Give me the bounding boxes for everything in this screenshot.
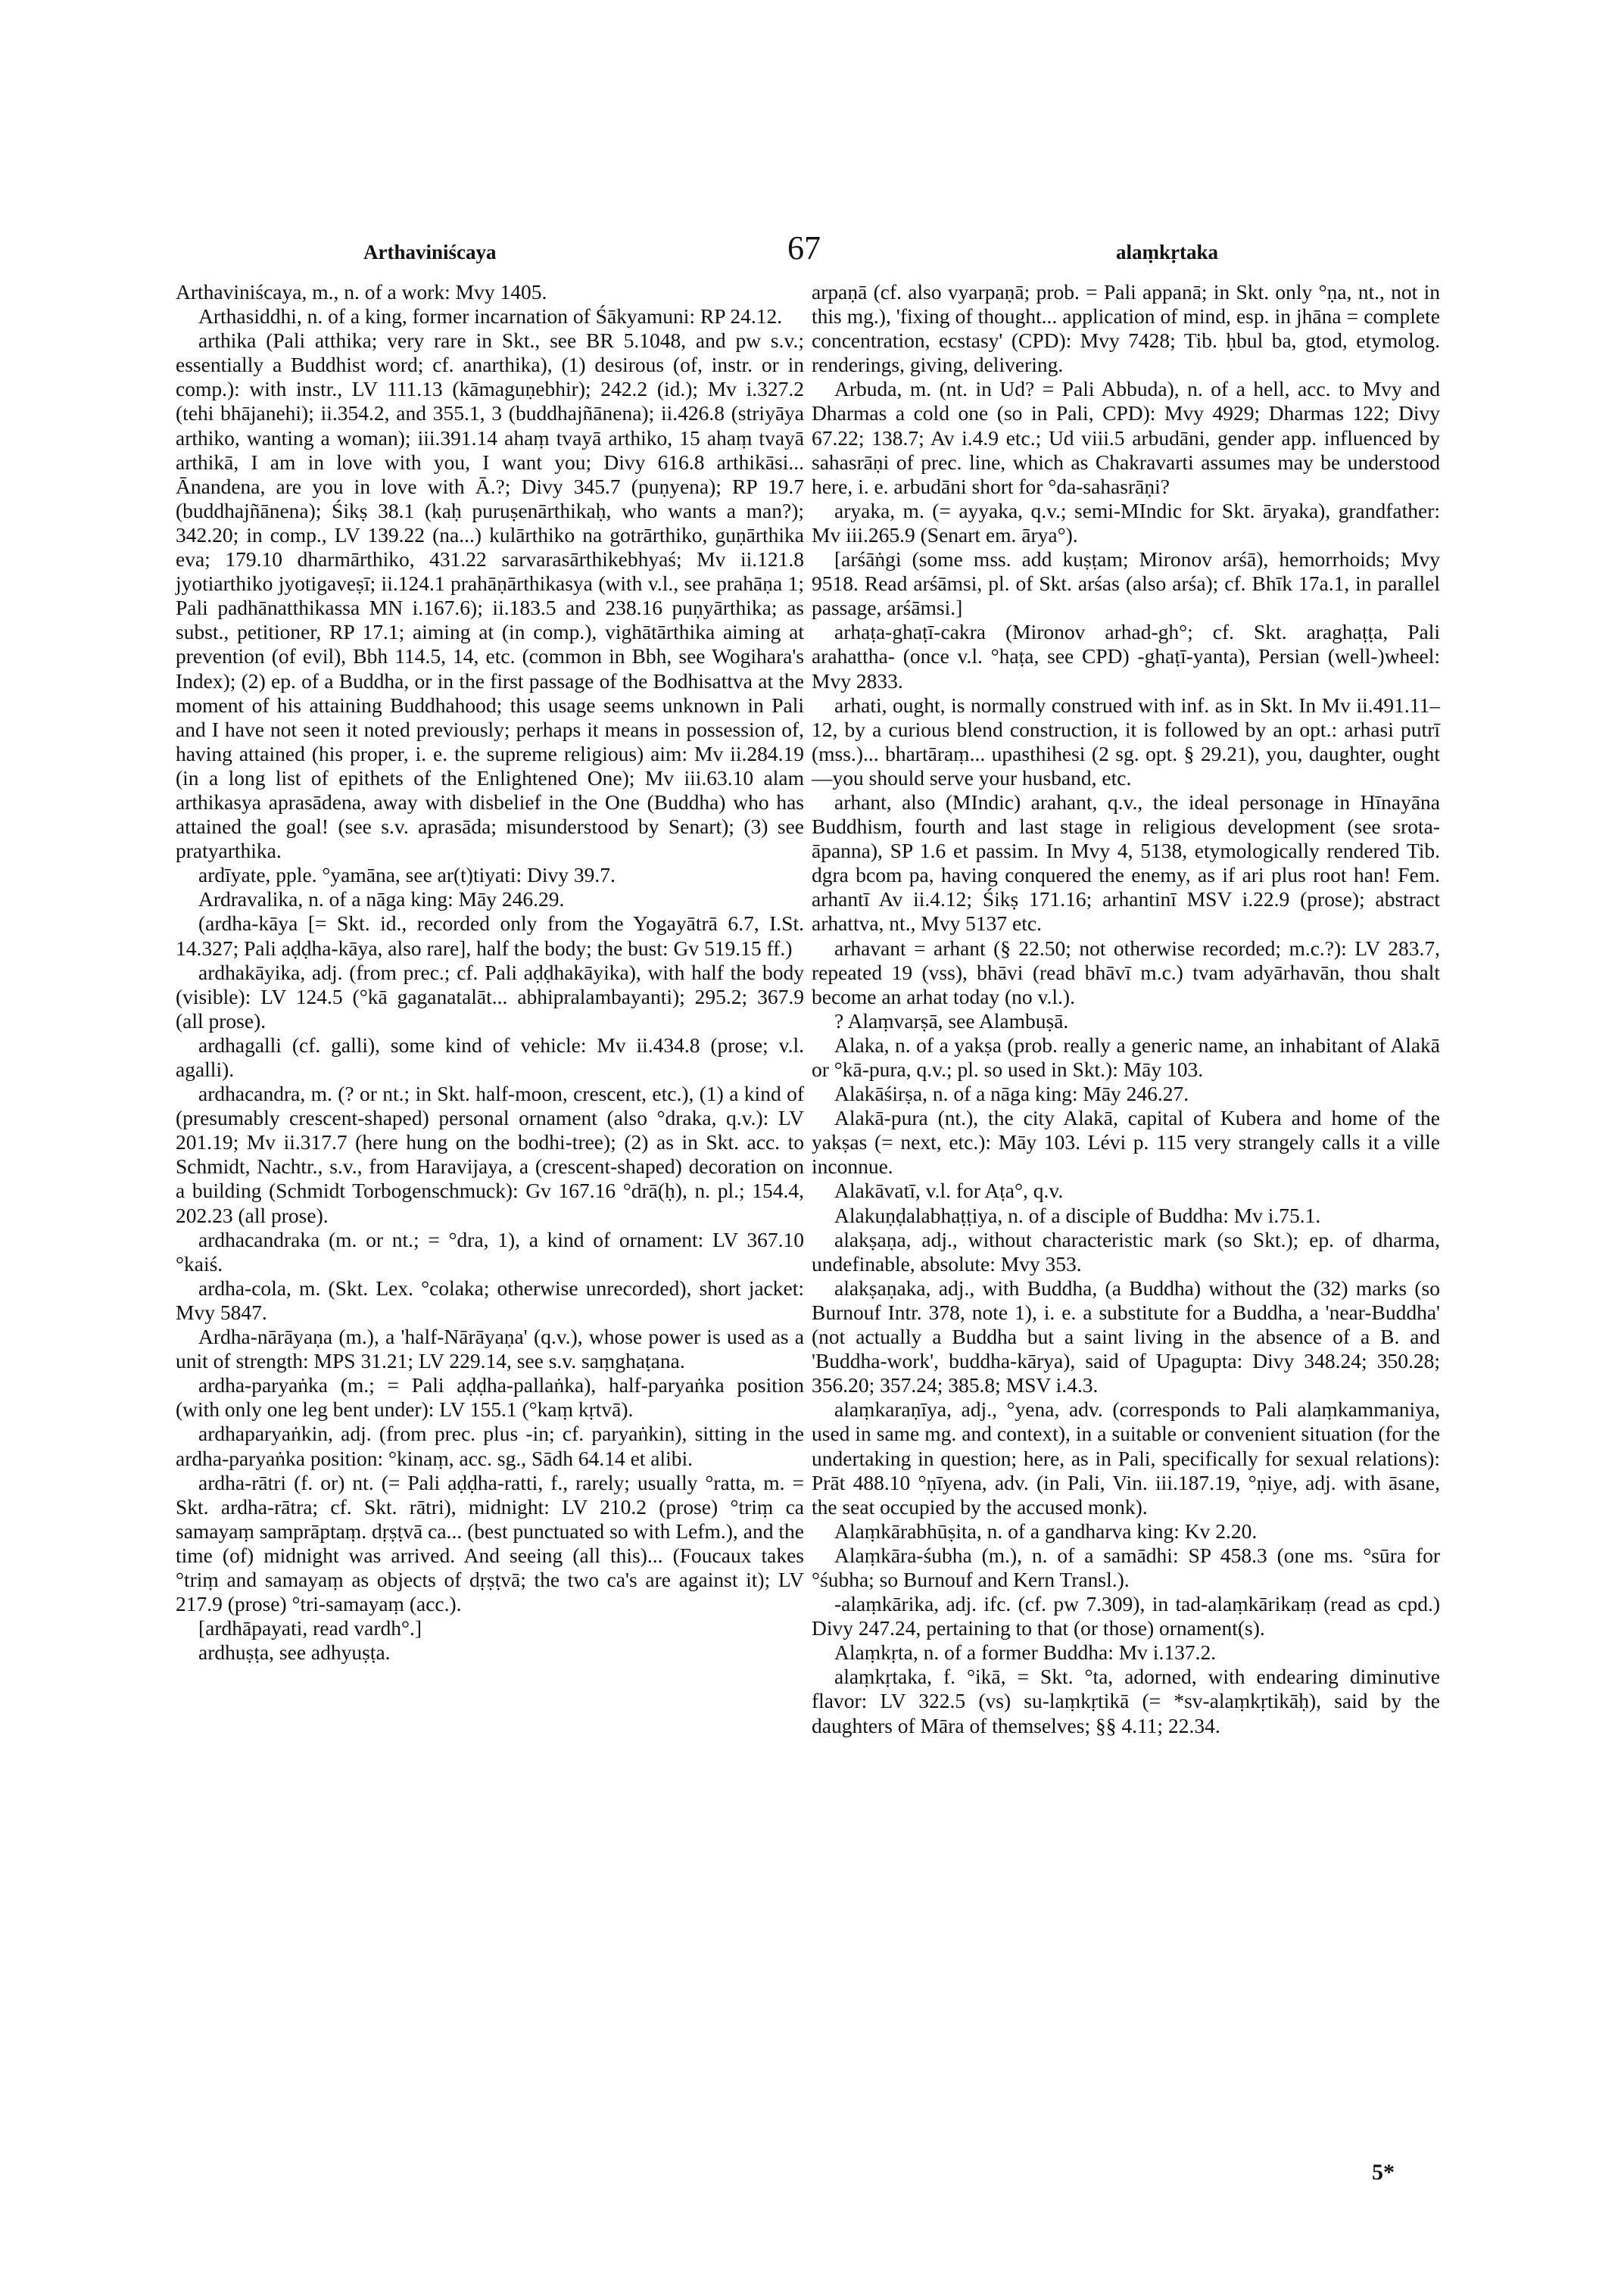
dictionary-entry: Ardha-nārāyaṇa (m.), a 'half-Nārāyaṇa' (q.v.), whose power is used as a unit of strength: MPS 31.21; LV 229.14, see s.v. saṃghaṭana.	[176, 1325, 804, 1373]
dictionary-entry: Alakāśirṣa, n. of a nāga king: Māy 246.27.	[834, 1082, 1189, 1106]
dictionary-entry: ardha-rātri (f. or) nt. (= Pali aḍḍha-ratti, f., rarely; usually °ratta, m. = Skt. ardha-rātra; cf. Skt. rātri), midnight: LV 210.2 (prose) °triṃ ca samayaṃ samprāptaṃ. dṛṣṭvā ca... (best punctuated so with Lefm.), and the time (of) midnight was arrived. And seeing (all this)... (Foucaux takes °triṃ and samayaṃ as objects of dṛṣṭvā; the two ca's are against it); LV 217.9 (prose) °tri-samayaṃ (acc.).	[176, 1470, 804, 1616]
dictionary-entry: alaṃkaraṇīya, adj., °yena, adv. (corresponds to Pali alaṃkammaniya, used in same mg. and context), in a suitable or convenient situation (for the undertaking in question; here, as in Pali, specifically for sexual relations): Prāt 488.10 °ṇīyena, adv. (in Pali, Vin. iii.187.19, °ṇiye, adj. with āsane, the seat occupied by the accused monk).	[812, 1397, 1440, 1519]
dictionary-entry: ardhakāyika, adj. (from prec.; cf. Pali aḍḍhakāyika), with half the body (visible): LV 124.5 (°kā gaganatalāt... abhipralambayanti); 295.2; 367.9 (all prose).	[176, 960, 804, 1033]
dictionary-entry: arhant, also (MIndic) arahant, q.v., the ideal personage in Hīnayāna Buddhism, fourth and last stage in religious development (see srota-āpanna), SP 1.6 et passim. In Mvy 4, 5138, etymologically rendered Tib. dgra bcom pa, having conquered the enemy, as if ari plus root han! Fem. arhantī Av ii.4.12; Śikṣ 171.16; arhantinī MSV i.22.9 (prose); abstract arhattva, nt., Mvy 5137 etc.	[812, 790, 1440, 936]
dictionary-entry: arhaṭa-ghaṭī-cakra (Mironov arhad-gh°; cf. Skt. araghaṭṭa, Pali arahattha- (once v.l. °haṭa, see CPD) -ghaṭī-yanta), Persian (well-)wheel: Mvy 2833.	[812, 620, 1440, 693]
dictionary-entry: ardhuṣṭa, see adhyuṣṭa.	[198, 1640, 391, 1665]
dictionary-entry: alakṣaṇaka, adj., with Buddha, (a Buddha) without the (32) marks (so Burnouf Intr. 378, note 1), i. e. a substitute for a Buddha, a 'near-Buddha' (not actually a Buddha but a saint living in the absence of a B. and 'Buddha-work', buddha-kārya), said of Upagupta: Divy 348.24; 350.28; 356.20; 357.24; 385.8; MSV i.4.3.	[812, 1276, 1440, 1397]
dictionary-entry: [arśāṅgi (some mss. add kuṣṭam; Mironov arśā), hemorrhoids; Mvy 9518. Read arśāmsi, pl. of Skt. arśas (also arśa); cf. Bhīk 17a.1, in parallel passage, arśāmsi.]	[812, 547, 1440, 620]
dictionary-entry: Alaka, n. of a yakṣa (prob. really a generic name, an inhabitant of Alakā or °kā-pura, q.v.; pl. so used in Skt.): Māy 103.	[812, 1033, 1440, 1081]
dictionary-entry: ? Alaṃvarṣā, see Alambuṣā.	[834, 1008, 1069, 1033]
right-column	[812, 280, 1440, 1738]
dictionary-entry: Alaṃkṛta, n. of a former Buddha: Mv i.137.2.	[834, 1640, 1217, 1665]
dictionary-entry: arhavant = arhant (§ 22.50; not otherwise recorded; m.c.?): LV 283.7, repeated 19 (vss), bhāvi (read bhāvī m.c.) tvam adyārhavān, thou shalt become an arhat today (no v.l.).	[812, 936, 1440, 1008]
dictionary-entry: Arbuda, m. (nt. in Ud? = Pali Abbuda), n. of a hell, acc. to Mvy and Dharmas a cold one (so in Pali, CPD): Mvy 4929; Dharmas 122; Divy 67.22; 138.7; Av i.4.9 etc.; Ud viii.5 arbudāni, gender app. influenced by sahasrāṇi of prec. line, which as Chakravarti assumes may be understood here, i. e. arbudāni short for °da-sahasrāṇi?	[812, 377, 1440, 498]
dictionary-entry: Arthasiddhi, n. of a king, former incarnation of Śākyamuni: RP 24.12.	[198, 304, 783, 329]
dictionary-entry: Alakāvatī, v.l. for Aṭa°, q.v.	[834, 1179, 1064, 1203]
running-header-right: alaṃkṛtaka	[1116, 241, 1218, 263]
dictionary-entry: Ardravalika, n. of a nāga king: Māy 246.29.	[198, 887, 565, 911]
dictionary-entry: [ardhāpayati, read vardh°.]	[198, 1616, 422, 1640]
dictionary-entry: ardhagalli (cf. galli), some kind of vehicle: Mv ii.434.8 (prose; v.l. agalli).	[176, 1033, 804, 1081]
left-column	[176, 280, 804, 1665]
dictionary-entry: ardha-cola, m. (Skt. Lex. °colaka; otherwise unrecorded), short jacket: Mvy 5847.	[176, 1276, 804, 1324]
dictionary-entry: ardhacandraka (m. or nt.; = °dra, 1), a kind of ornament: LV 367.10 °kaiś.	[176, 1227, 804, 1276]
dictionary-entry: aryaka, m. (= ayyaka, q.v.; semi-MIndic for Skt. āryaka), grandfather: Mv iii.265.9 (Senart em. ārya°).	[812, 498, 1440, 547]
dictionary-entry: Alakā-pura (nt.), the city Alakā, capital of Kubera and home of the yakṣas (= next, etc.): Māy 103. Lévi p. 115 very strangely calls it a ville inconnue.	[812, 1106, 1440, 1179]
dictionary-entry: Alaṃkārabhūṣita, n. of a gandharva king: Kv 2.20.	[834, 1519, 1258, 1543]
signature-mark: 5*	[1372, 2160, 1395, 2185]
dictionary-entry: ardīyate, pple. °yamāna, see ar(t)tiyati: Divy 39.7.	[198, 863, 616, 887]
dictionary-entry: ardhaparyaṅkin, adj. (from prec. plus -in; cf. paryaṅkin), sitting in the ardha-paryaṅka position: °kinaṃ, acc. sg., Sādh 64.14 et alibi.	[176, 1422, 804, 1470]
dictionary-entry: arpaṇā (cf. also vyarpaṇā; prob. = Pali appanā; in Skt. only °ṇa, nt., not in this mg.), 'fixing of thought... application of mind, esp. in jhāna = complete concentration, ecstasy' (CPD): Mvy 7428; Tib. ḥbul ba, gtod, etymolog. renderings, giving, delivering.	[812, 280, 1440, 377]
dictionary-entry: alaṃkṛtaka, f. °ikā, = Skt. °ta, adorned, with endearing diminutive flavor: LV 322.5 (vs) su-laṃkṛtikā (= *sv-alaṃkṛtikāḥ), said by the daughters of Māra of themselves; §§ 4.11; 22.34.	[812, 1665, 1440, 1737]
dictionary-entry: ardhacandra, m. (? or nt.; in Skt. half-moon, crescent, etc.), (1) a kind of (presumably crescent-shaped) personal ornament (also °draka, q.v.): LV 201.19; Mv ii.317.7 (here hung on the bodhi-tree); (2) as in Skt. acc. to Schmidt, Nachtr., s.v., from Haravijaya, a (crescent-shaped) decoration on a building (Schmidt Torbogenschmuck): Gv 167.16 °drā(ḥ), n. pl.; 154.4, 202.23 (all prose).	[176, 1082, 804, 1227]
dictionary-entry: Alaṃkāra-śubha (m.), n. of a samādhi: SP 458.3 (one ms. °sūra for °śubha; so Burnouf and Kern Transl.).	[812, 1543, 1440, 1591]
dictionary-entry: alakṣaṇa, adj., without characteristic mark (so Skt.); ep. of dharma, undefinable, absolute: Mvy 353.	[812, 1227, 1440, 1276]
running-header-left: Arthaviniścaya	[363, 241, 497, 263]
dictionary-entry: arhati, ought, is normally construed with inf. as in Skt. In Mv ii.491.11–12, by a curious blend construction, it is followed by an opt.: arhasi putrī (mss.)... bhartāraṃ... upasthihesi (2 sg. opt. § 29.21), you, daughter, ought—you should serve your husband, etc.	[812, 693, 1440, 790]
dictionary-entry: arthika (Pali atthika; very rare in Skt., see BR 5.1048, and pw s.v.; essentially a Buddhist word; cf. anarthika), (1) desirous (of, instr. or in comp.): with instr., LV 111.13 (kāmaguṇebhir); 242.2 (id.); Mv i.327.2 (tehi bhājanehi); ii.354.2, and 355.1, 3 (buddhajñānena); ii.426.8 (striyāya arthiko, wanting a woman); iii.391.14 ahaṃ tvayā arthiko, 15 ahaṃ tvayā arthikā, I am in love with you, I want you; Divy 616.8 arthikāsi... Ānandena, are you in love with Ā.?; Divy 345.7 (puṇyena); RP 19.7 (buddhajñānena); Śikṣ 38.1 (kaḥ puruṣenārthikaḥ, who wants a man?); 342.20; in comp., LV 139.22 (na...) kulārthiko na gotrārthiko, guṇārthika eva; 179.10 dharmārthiko, 431.22 sarvarasārthikebhyaś; Mv ii.121.8 jyotiarthiko jyotigaveṣī; ii.124.1 prahāṇārthikasya (with v.l., see prahāṇa 1; Pali padhānatthikassa MN i.167.6); ii.183.5 and 238.16 puṇyārthika; as subst., petitioner, RP 17.1; aiming at (in comp.), vighātārthika aiming at prevention (of evil), Bbh 114.5, 14, etc. (common in Bbh, see Wogihara's Index); (2) ep. of a Buddha, or in the first passage of the Bodhisattva at the moment of his attaining Buddhahood; this usage seems unknown in Pali and I have not seen it noted previously; perhaps it means in possession of, having attained (his proper, i. e. the supreme religious) aim: Mv ii.284.19 (in a long list of epithets of the Enlightened One); Mv iii.63.10 alam arthikasya aprasādena, away with disbelief in the One (Buddha) who has attained the goal! (see s.v. aprasāda; misunderstood by Senart); (3) see pratyarthika.	[176, 329, 804, 863]
dictionary-entry: ardha-paryaṅka (m.; = Pali aḍḍha-pallaṅka), half-paryaṅka position (with only one leg bent under): LV 155.1 (°kaṃ kṛtvā).	[176, 1373, 804, 1422]
dictionary-entry: Arthaviniścaya, m., n. of a work: Mvy 1405.	[176, 280, 547, 304]
dictionary-entry: Alakuṇḍalabhaṭṭiya, n. of a disciple of Buddha: Mv i.75.1.	[834, 1203, 1321, 1227]
page-number: 67	[787, 229, 821, 266]
dictionary-entry: (ardha-kāya [= Skt. id., recorded only from the Yogayātrā 6.7, I.St. 14.327; Pali aḍḍha-kāya, also rare], half the body; the bust: Gv 519.15 ff.)	[176, 911, 804, 960]
dictionary-entry: -alaṃkārika, adj. ifc. (cf. pw 7.309), in tad-alaṃkārikaṃ (read as cpd.) Divy 247.24, pertaining to that (or those) ornament(s).	[812, 1592, 1440, 1640]
